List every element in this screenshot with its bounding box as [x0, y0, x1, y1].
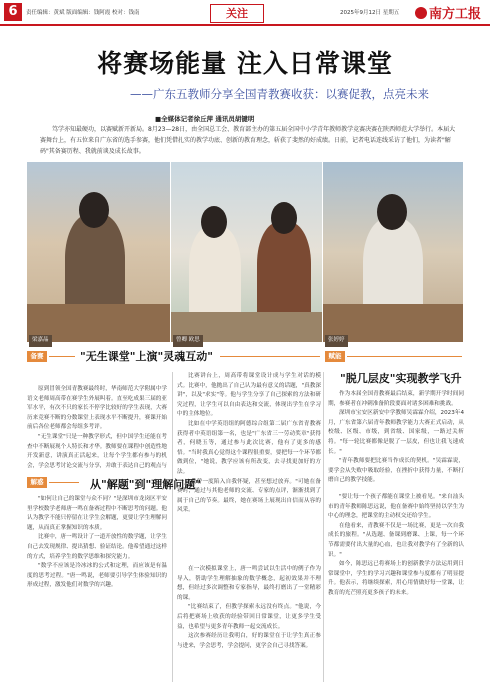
masthead-bar [0, 0, 490, 26]
photo-caption-1: 梁嘉晶 [29, 335, 52, 347]
paragraph: 在一次模拟课堂上，唐一鸣尝试以生活中的例子作为导入，帮助学生理解抽象的数学概念，起初效果并不理想，但经过多次调整和专家指导，最终打磨出了一堂精彩的课。 [177, 566, 321, 601]
paragraph: "青年教师要把比赛当作成长的契机。"吴霖霖说，要学会从失败中吸取经验，在挫折中获得力量，不断打磨自己的教学技能。 [328, 458, 464, 484]
editor-credits: 责任编辑：黄斌 版面编辑：钱阿霞 校对：钱南 [26, 10, 140, 16]
section-rule [220, 356, 320, 357]
section-label: 关注 [210, 4, 264, 23]
section-title-solve: 从"解题"到"理解问题" [90, 478, 201, 491]
column-left-bottom [27, 495, 167, 685]
paragraph: 比如在中学英语组的阿德综合组第二届广东省青教赛获得者中英语组第一名，也是"广东省三一劳动奖章"获得者，何晓玉等，通过参与此次比赛，他有了更多的感悟。"当时我真心觉得这个课程很重要，要把每一个环节都做到位，"她说，教学应该有所改变，去寻找更加好的方法。 [177, 420, 321, 475]
paragraph: 深圳市宝安区新安中学教师吴霖霖介绍，2023年4月，广东省第六届青年教师教学能力大赛正式启动，从校级、区级、市级，到省级、国家级，一路过关斩将。"每一轮比赛都像是脱了一层皮，但也让我飞速成长。" [328, 410, 464, 455]
photo-caption-3: 张婷婷 [325, 335, 348, 347]
paragraph: 原到冒领全国青教赛最终时，华南师范大学附属中学语文老师周高带在赛学生外展叫着。直至吃成果三届的亚军水平，有次不只的家长不停学比较好的学生表现，大赛历来竞赛不断的分数课堂上表现水平不断提升，赛课开始前后各位老师都会每组多考评。 [27, 386, 167, 431]
teacher-photo-1 [27, 162, 170, 342]
column-mid-top [177, 372, 321, 560]
article-subheadline: ——广东五教师分享全国青教赛收获：以赛促教，点亮未来 [130, 87, 429, 101]
paragraph: "如何让自己的课堂与众不同？"是深圳市龙岗区平安里学校数学老师唐一鸣在备赛过程中不断思考的问题。他认为教学不能只停留在让学生会解题，更要让学生理解问题，从而真正掌握知识的本质。 [27, 496, 167, 531]
column-right-top [328, 390, 464, 490]
section-rule [49, 356, 75, 357]
page-number: 6 [4, 3, 22, 21]
column-mid-bottom [177, 565, 321, 685]
brand-name: 南方工报 [429, 7, 482, 22]
article-lead: 笃学亦知最硬功，以赛赋新开新局。8月23—28日，由全国总工会、教育部主办的第五届全国中小学青年教师教学竞赛决赛在陕西师范大学举行。本届大赛舞台上，有五位来自广东省的选手参赛，他们凭借扎实的教学功底、创新的教育理念，斩获了斐然的好成绩。日前，记者电话连线采访了他们，为读者"解码"其备赛历程、我就前谈及成长故事。 [40, 126, 456, 155]
newspaper-logo [415, 3, 481, 22]
paragraph: 如今，陈思远已将赛场上的创新教学方法运用到日常课堂中，学生的学习兴趣和课堂参与度都有了明显提升。他表示，将继续探索，用心用情做好每一堂课，让教育的光芒照亮更多孩子的未来。 [328, 561, 464, 596]
column-right-bottom [328, 493, 464, 685]
paragraph: "数学不应该是冷冰冰的公式和定理，而应该是有温度的思考过程。"唐一鸣说，老师要引导学生体验知识的形成过程，激发他们对数学的兴趣。 [27, 563, 167, 589]
section-tag-empower: 赋能 [325, 351, 345, 362]
paragraph: "要让每一个孩子都能在课堂上被看见。"来自汕头市的青年教师陈思远说，他在备赛中始终坚持以学生为中心的理念，把课堂的主动权交还给学生。 [328, 494, 464, 520]
section-tag-prep: 备赛 [27, 351, 47, 362]
paragraph: 作为本届全国青教赛最后结束，新学期开学时间同期，参赛者在冲刺准备阶段要面对诸多困难和挑战。 [328, 391, 464, 407]
paragraph: 比赛中，唐一鸣设计了一道开放性的数学题，让学生自己去发现规律、提出猜想、验证结论。他希望通过这样的方式，培养学生的数学思维和探究能力。 [27, 534, 167, 560]
reporter-byline: ■全媒体记者徐丘萍 通讯员胡键明 [155, 115, 255, 123]
photo-caption-2: 曾卿 欧思 [173, 335, 203, 347]
section-rule [49, 482, 79, 483]
article-headline: 将赛场能量 注入日常课堂 [97, 49, 393, 78]
column-left-top [27, 385, 167, 470]
section-title-empower: "脱几层皮"实现教学飞升 [340, 372, 462, 385]
paragraph: "无生课堂"只是一种教学形式，但中国学生还能在考查中不断展现个人特长和才华。教师要在课程中创造性地开发新意，讲演真正活起来，让每个学生都有参与的机会，学会思考讨论交流与分享，并敢于表达自己的观点与 [27, 433, 167, 469]
teacher-photo-3 [323, 162, 463, 342]
section-rule [347, 356, 462, 357]
column-divider [323, 372, 324, 682]
paragraph: "比赛结束了，但教学探索永远没有终点。"他说，今后将把赛场上收获的经验带回日常课堂，让更多学生受益，也希望与更多青年教师一起交流成长。 [177, 604, 321, 630]
paragraph: 比赛讲台上，周高带将课堂设计成与学生对话的模式。比赛中，他抛出了自己认为最有意义的话题，"真教深讲"，以及"求实"等。他与学生分享了自己探索的方法和研究过程，让学生可以自由表达和交流，体现出学生在学习中的主体地位。 [177, 373, 321, 418]
paragraph: 这次参赛经历让我明白，好的课堂在于让学生真正参与进来，学会思考，学会提问，更学会自己寻找答案。 [177, 633, 321, 649]
brand-emblem-icon [415, 7, 427, 19]
issue-date: 2025年9月12日 星期五 [340, 10, 400, 16]
section-title-prep: "无生课堂"上演"灵魂互动" [80, 350, 213, 363]
teacher-photo-2 [171, 162, 322, 342]
column-divider [172, 372, 173, 682]
section-tag-solve: 解惑 [27, 477, 47, 488]
paragraph: 在他看来，青教赛不仅是一场比赛，更是一次自我成长的旅程。"从选题、备课到磨课、上课，每一个环节都需要付出大量的心血，也让我对教学有了全新的认识。" [328, 522, 464, 558]
paragraph: "我曾一度陷入自我怀疑，甚至想过放弃。"可她在备赛时，通过与其他老师的交流、专家的点评，渐渐找到了属于自己的节奏。最终，她在赛场上展现出自信而从容的风采。 [177, 478, 321, 514]
